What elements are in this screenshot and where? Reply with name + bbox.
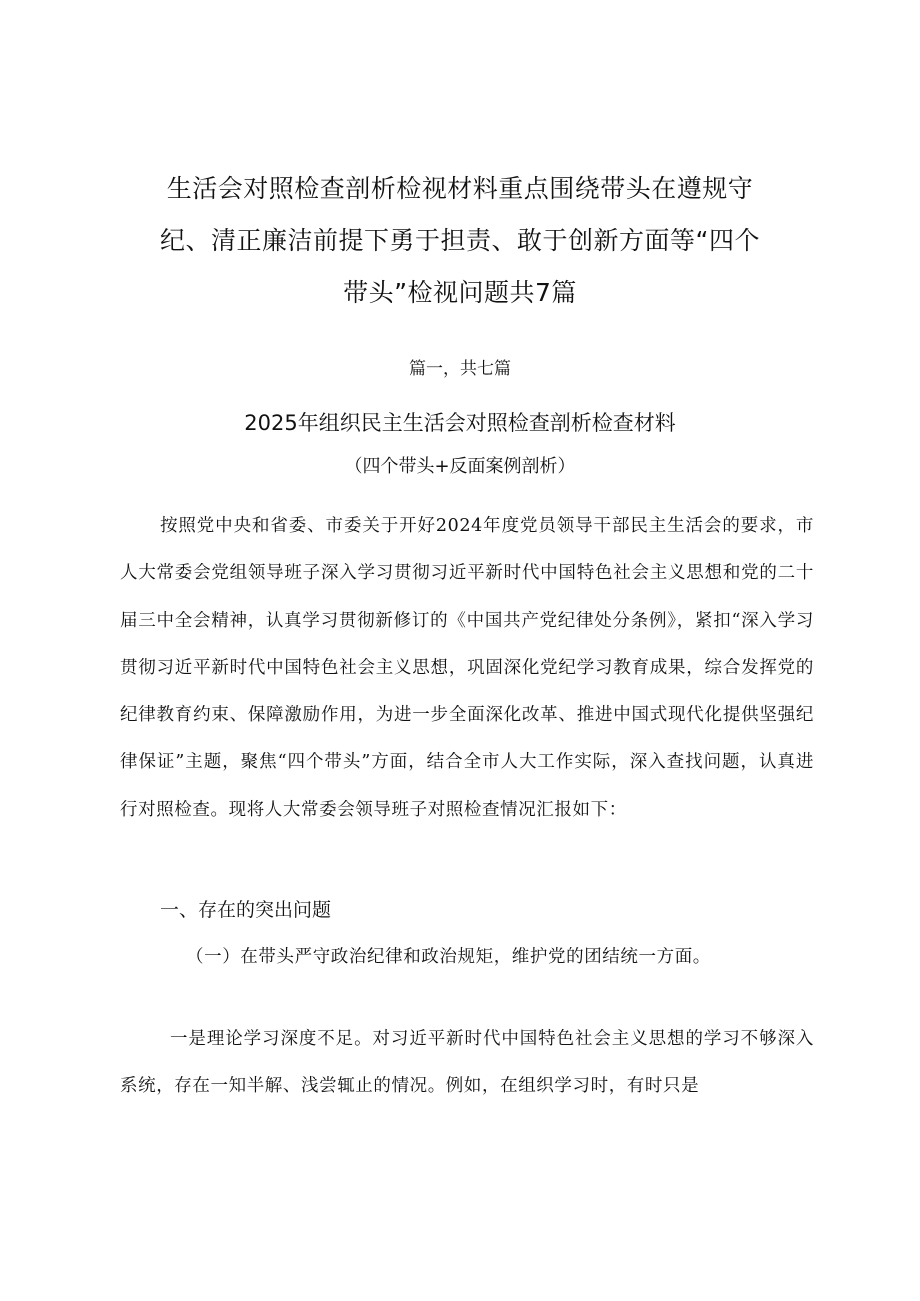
document-heading: 2025年组织民主生活会对照检查剖析检查材料	[244, 411, 676, 435]
document-title-line-2: 纪、清正廉洁前提下勇于担责、敢于创新方面等“四个	[160, 226, 760, 255]
part-label: 篇一，共七篇	[409, 359, 511, 379]
section-heading: 一、存在的突出问题	[160, 899, 332, 921]
subsection-heading: （一）在带头严守政治纪律和政治规矩，维护党的团结统一方面。	[186, 947, 711, 967]
intro-paragraph: 按照党中央和省委、市委关于开好2024年度党员领导干部民主生活会的要求，市人大常委会党组领导班子深入学习贯彻习近平新时代中国特色社会主义思想和党的二十届三中全会精神，认真学习贯彻新修订的《中国共产党纪律处分条例》，紧扣“深入学习贯彻习近平新时代中国特色社会主义思想，巩固深化党纪学习教育成果，综合发挥党的纪律教育约束、保障激励作用，为进一步全面深化改革、推进中国式现代化提供坚强纪律保证”主题，聚焦“四个带头”方面，结合全市人大工作实际，深入查找问题，认真进行对照检查。现将人大常委会领导班子对照检查情况汇报如下：	[120, 516, 814, 820]
document-title-line-3: 带头”检视问题共7篇	[343, 278, 577, 307]
document-title-line-1: 生活会对照检查剖析检视材料重点围绕带头在遵规守	[166, 174, 754, 203]
point-paragraph: 一是理论学习深度不足。对习近平新时代中国特色社会主义思想的学习不够深入系统，存在一知半解、浅尝辄止的情况。例如，在组织学习时，有时只是	[120, 1029, 814, 1096]
document-subheading: （四个带头+反面案例剖析）	[344, 456, 576, 477]
